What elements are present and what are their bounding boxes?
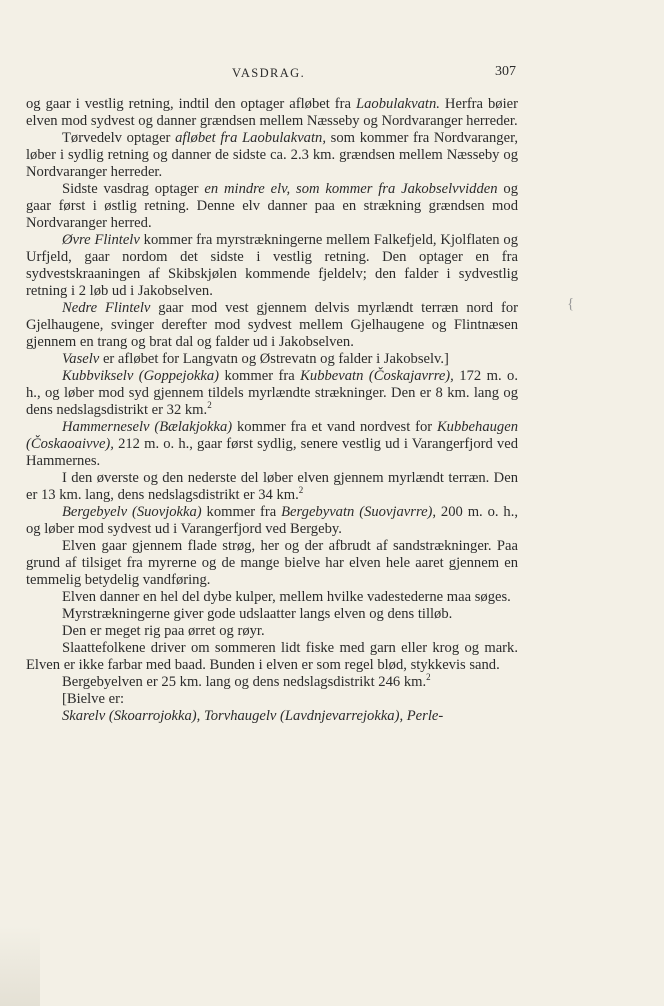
paragraph bbox=[26, 623, 518, 640]
text-run: [Bielve er: bbox=[62, 691, 124, 707]
margin-bracket-mark: { bbox=[567, 296, 575, 312]
paragraph bbox=[26, 708, 518, 725]
italic-text: Skarelv (Skoarrojokka), Torvhaugelv (Lavdnjevarrejokka), Perle- bbox=[62, 708, 444, 724]
page-edge-shadow bbox=[0, 926, 40, 1006]
text-run: kommer fra bbox=[201, 504, 282, 520]
italic-text: Øvre Flintelv bbox=[62, 232, 140, 248]
text-run: Tørvedelv optager bbox=[62, 130, 176, 146]
text-run: I den øverste og den nederste del løber elven gjennem myrlændt terræn. Den er 13 km. lang, dens nedslagsdistrikt er 34 km. bbox=[26, 470, 518, 503]
italic-text: en mindre elv, som kommer fra Jakobselvvidden bbox=[204, 181, 498, 197]
superscript: 2 bbox=[207, 400, 212, 410]
text-run: kommer fra myrstrækningerne mellem Falkefjeld, Kjolflaten og Urfjeld, gaar nordom det sidste i vestlig retning. Den optager en fra sydvestskraaningen af Skibskjølen kommende fjeldelv; den falder i sydvestlig retning i 2 løb ud i Jakobselven. bbox=[26, 232, 518, 299]
italic-text: Kubbevatn (Čoskajavrre), bbox=[300, 368, 454, 384]
text-run: og gaar i vestlig retning, indtil den optager afløbet fra bbox=[26, 96, 357, 112]
italic-text: afløbet fra Laobulakvatn, bbox=[175, 130, 326, 146]
paragraph bbox=[26, 130, 518, 181]
italic-text: Vaselv bbox=[62, 351, 100, 367]
paragraph bbox=[26, 589, 518, 606]
text-run: 172 m. o. h., og løber mod syd gjennem tildels myrlændte strækninger. Den er 8 km. lang og dens nedslagsdistrikt er 32 km. bbox=[26, 368, 518, 418]
paragraph bbox=[26, 96, 518, 130]
paragraph bbox=[26, 470, 518, 504]
text-run: kommer fra bbox=[219, 368, 301, 384]
paragraph bbox=[26, 640, 518, 674]
text-run: er afløbet for Langvatn og Østrevatn og falder i Jakobselv.] bbox=[99, 351, 449, 367]
text-run: Sidste vasdrag optager bbox=[62, 181, 205, 197]
running-title: VASDRAG. bbox=[232, 66, 306, 80]
superscript: 2 bbox=[298, 485, 304, 495]
text-run: 212 m. o. h., gaar først sydlig, senere vestlig ud i Varangerfjord ved Hammernes. bbox=[26, 436, 518, 469]
paragraph bbox=[26, 538, 518, 589]
paragraph bbox=[26, 368, 518, 419]
text-run: og gaar først i østlig retning. Denne elv danner paa en strækning grændsen mod Nordvaranger herred. bbox=[26, 181, 518, 231]
paragraph bbox=[26, 419, 518, 470]
italic-text: Kubbvikselv (Goppejokka) bbox=[62, 368, 219, 384]
superscript: 2 bbox=[426, 672, 431, 682]
paragraph bbox=[26, 300, 518, 351]
text-run: Den er meget rig paa ørret og røyr. bbox=[62, 623, 265, 639]
italic-text: Bergebyvatn (Suovjavrre), bbox=[281, 504, 437, 520]
text-run: Myrstrækningerne giver gode udslaatter langs elven og dens tilløb. bbox=[62, 606, 453, 622]
text-run: Elven gaar gjennem flade strøg, her og der afbrudt af sandstrækninger. Paa grund af tilsiget fra myrerne og de mange bielve har elven hele aaret gjennem en temmelig betydelig vandføring. bbox=[26, 538, 518, 588]
paragraph bbox=[26, 181, 518, 232]
paragraph bbox=[26, 232, 518, 300]
paragraph bbox=[26, 691, 518, 708]
italic-text: Bergebyelv (Suovjokka) bbox=[62, 504, 202, 520]
text-run: som kommer fra Nordvaranger, løber i sydlig retning og danner de sidste ca. 2.3 km. grændsen mellem Næsseby og Nordvaranger herreder. bbox=[26, 130, 518, 180]
text-run: Elven danner en hel del dybe kulper, mellem hvilke vadestederne maa søges. bbox=[62, 589, 511, 605]
paragraph bbox=[26, 504, 518, 538]
paragraph bbox=[26, 351, 518, 368]
body-text bbox=[26, 96, 518, 725]
italic-text: Hammerneselv (Bælakjokka) bbox=[62, 419, 233, 435]
italic-text: Kubbehaugen (Čoskaoaivve), bbox=[26, 419, 519, 452]
italic-text: Laobulakvatn. bbox=[356, 96, 440, 112]
text-run: Slaattefolkene driver om sommeren lidt fiske med garn eller krog og mark. Elven er ikke farbar med baad. Bunden i elven er som regel blød, stykkevis sand. bbox=[26, 640, 518, 673]
text-run: 200 m. o. h., og løber mod sydvest ud i Varangerfjord ved Bergeby. bbox=[26, 504, 518, 537]
italic-text: Nedre Flintelv bbox=[62, 300, 151, 316]
text-run: Herfra bøier elven mod sydvest og danner grændsen mellem Næsseby og Nordvaranger herreder. bbox=[26, 96, 518, 129]
paragraph bbox=[26, 674, 518, 691]
page-header bbox=[0, 66, 664, 84]
text-run: Bergebyelven er 25 km. lang og dens nedslagsdistrikt 246 km. bbox=[62, 674, 427, 690]
text-run: kommer fra et vand nordvest for bbox=[232, 419, 437, 435]
text-run: gaar mod vest gjennem delvis myrlændt terræn nord for Gjelhaugene, svinger derefter mod sydvest mellem Gjelhaugene og Flintnæsen gjennem en trang og brat dal og falder ud i Jakobselven. bbox=[26, 300, 518, 350]
page-number: 307 bbox=[495, 64, 516, 79]
paragraph bbox=[26, 606, 518, 623]
